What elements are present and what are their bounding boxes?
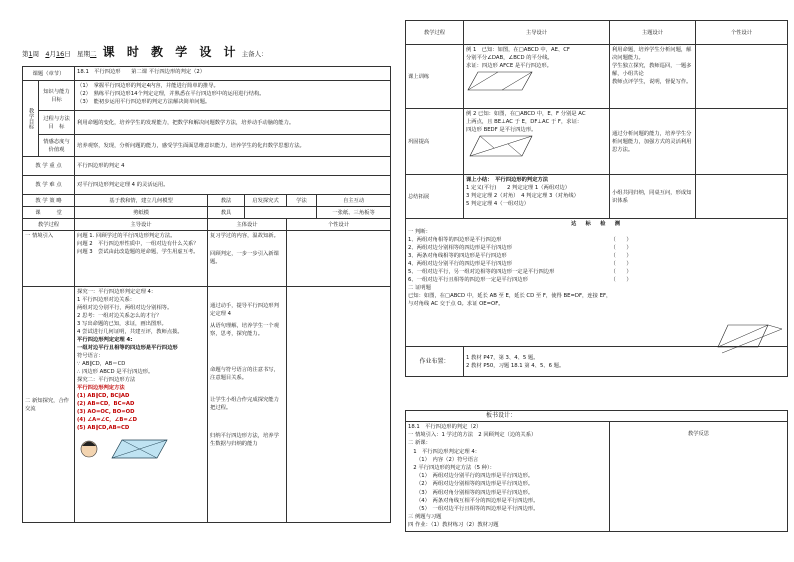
judge-paren: （ ） xyxy=(610,261,632,267)
knowledge-line: （3） 能初步运用平行四边形的判定方法解决简单问题。 xyxy=(77,99,211,105)
learn-label: 学法 xyxy=(287,195,317,207)
board-title: 板书设计： xyxy=(406,411,788,422)
prep-value: 剪纸模 xyxy=(75,207,208,219)
step2-sub-line: 归纳平行四边形方法，培养学生数据与归纳的能力 xyxy=(210,433,279,447)
judge-paren: （ ） xyxy=(610,253,632,259)
example1 xyxy=(464,45,610,109)
page-title: 课 时 教 学 设 计 xyxy=(102,45,240,59)
theorem-title: 平行四边形判定定理 4: xyxy=(77,337,133,343)
month-suffix: 月 xyxy=(49,50,56,58)
judge-item xyxy=(408,260,785,268)
goals-label: 教学目标 xyxy=(23,81,39,157)
method-item: (2) AB=CD，BC=AD xyxy=(77,401,135,407)
row3-label: 总结拓展 xyxy=(406,175,464,219)
col-process: 教学过程 xyxy=(406,21,464,45)
extra-value: 一张纸、三角板等 xyxy=(317,207,391,219)
lesson-table xyxy=(22,66,391,523)
proof-line: 与对角线 AC 交于点 O。求证 OE=OF。 xyxy=(408,301,504,307)
example2-line: 上两点，且 BE⊥AC 于 E，DF⊥AC 于 F，求证： xyxy=(466,119,583,125)
symbol-line: ∵ AB∥CD，AB＝CD xyxy=(77,361,126,367)
step2-label: 二 新知探究，合作交流 xyxy=(23,287,75,523)
proof-line: 已知：如图，在□ABCD 中，延长 AB 至 E，延长 CD 至 F，使得 BE=DF，连接 EF， xyxy=(408,293,612,299)
step1-line: 问题 1. 回顾学过的平行四边形判定方法。 xyxy=(77,233,176,239)
method-title: 平行四边形判定方法 xyxy=(77,385,125,391)
parallelogram-figure xyxy=(77,434,205,464)
prep-label: 课 堂 xyxy=(23,207,75,219)
step1-sub xyxy=(208,231,287,287)
board-line: （1） 两组对边分别平行的四边形是平行四边形。 xyxy=(408,473,534,480)
step1-main xyxy=(75,231,208,287)
col-personal: 个性设计 xyxy=(287,219,391,231)
process-table xyxy=(405,20,788,377)
board-line: 18.1 平行四边形的判定（2） xyxy=(408,424,482,430)
board-content xyxy=(406,422,610,532)
step2-sub-line: 通过动手，提导平行四边形判定定理 4 xyxy=(210,303,279,317)
emotion-goal: 培养观察，发现，分析问题的能力，感受学生面面思维意识能力，培养学生的化归数学思想方法。 xyxy=(75,135,391,157)
judge-text: 5、一组对边平行，另一组对边相等的四边形一定是平行四边形 xyxy=(408,269,555,275)
week-suffix: 周 xyxy=(32,50,40,58)
method-label: 教法 xyxy=(208,195,245,207)
row1-sub-line: 教师点评学生，说明，督促写作。 xyxy=(612,79,692,85)
example2 xyxy=(464,109,610,175)
judge-item xyxy=(408,268,785,276)
month: 4 xyxy=(45,50,50,58)
symbol-line: ∴ 四边形 ABCD 是平行四边形。 xyxy=(77,369,154,375)
judge-text: 1、两组对角相等的四边形是平行四边形 xyxy=(408,237,502,243)
judge-title: 一 判断： xyxy=(408,229,431,235)
example1-line: 求证：四边形 AFCE 是平行四边形。 xyxy=(466,63,552,69)
step1-line: 问题 3 尝试由此改造题的逆命题，学生用虚互考。 xyxy=(77,249,199,255)
homework-item: 2 教材 P50，习题 18.1 第 4、5、6 题。 xyxy=(466,362,565,369)
step2-line: 4 尝试进行几何证明，共建互评，教师点拨。 xyxy=(77,329,183,335)
board-line: 2 平行四边形的判定方法（5 种）： xyxy=(408,465,495,472)
row1-sub xyxy=(610,45,696,109)
key-label: 教 学 重 点 xyxy=(23,157,75,176)
row3-sub: 小组共同归纳，同桌互问，形成知识体系 xyxy=(610,175,696,219)
example2-line: 例 2 已知：如图，在□ABCD 中，E、F 分别是 AC xyxy=(466,111,586,117)
emotion-label: 情感态度与价值观 xyxy=(39,135,75,157)
learn-value: 自主互动 xyxy=(317,195,391,207)
summary-item: 5 判定定理 4（一组对边） xyxy=(466,201,530,207)
summary xyxy=(464,175,610,219)
judge-paren: （ ） xyxy=(610,245,632,251)
row1-sub-line: 学生独立探究，教师巡回，一题多解，小组共论 xyxy=(612,63,692,77)
col-personal: 个性设计 xyxy=(696,21,788,45)
day: 16 xyxy=(55,50,65,58)
day-suffix: 日 xyxy=(64,50,71,58)
judge-text: 4、两组对边分别平行的四边形是平行四边形 xyxy=(408,261,513,267)
method-item: (1) AB∥CD, BC∥AD xyxy=(77,393,130,399)
board-line: 四 作业：（1）教材练习（2）教材习题 xyxy=(408,522,499,529)
step1-line: 问题 2 平行四边形性质中，一组对边有什么关系？ xyxy=(77,241,199,247)
example1-line: 分别平分∠DAB，∠BCD 的平分线。 xyxy=(466,55,553,61)
method-item: (4) ∠A=∠C，∠B=∠D xyxy=(77,417,137,423)
homework-item: 1 教材 P47，第 3、4、5 题。 xyxy=(466,354,539,361)
method-item: (5) AB∥CD,AB=CD xyxy=(77,425,130,431)
board-table xyxy=(405,410,788,532)
board-line: （2） 两组对边分别相等的四边形是平行四边形。 xyxy=(408,481,534,488)
theorem-text: 一组对边平行且相等的四边形是平行四边形 xyxy=(77,345,178,351)
knowledge-goals xyxy=(75,81,391,111)
weekday: 二 xyxy=(89,50,97,58)
step2-line: 两组对边分别平行，两组对边分别相等。 xyxy=(77,305,173,311)
board-line: （3） 两组对角分别相等的四边形是平行四边形。 xyxy=(408,489,534,496)
step2-sub-line: 从语句理解，培养学生一个观察，思考，探究能力。 xyxy=(210,323,279,337)
symbol-label: 符号语言： xyxy=(77,353,104,359)
step2-main xyxy=(75,287,208,523)
preparer-label: 主备人： xyxy=(241,50,268,58)
judge-paren: （ ） xyxy=(610,237,632,243)
page-header xyxy=(22,43,268,60)
explore2-title: 探究二：平行四边形方法 xyxy=(77,377,136,383)
judge-text: 3、两条对角线相等的四边形是平行四边形 xyxy=(408,253,507,259)
board-line: 三 例题与习题 xyxy=(408,514,442,521)
judge-item xyxy=(408,236,785,244)
judge-item xyxy=(408,252,785,260)
judge-item xyxy=(408,244,785,252)
reflection-label: 教学反思 xyxy=(610,422,788,532)
judge-paren: （ ） xyxy=(610,269,632,275)
week-prefix: 第 xyxy=(22,50,29,58)
step2-line: 2 思考：一组对边关系怎么的才行？ xyxy=(77,313,162,319)
row1-sub-line: 利用命题，培养学生分析问题，解决问题能力。 xyxy=(612,47,692,61)
chapter-value: 18.1 平行四边形 第二课 平行四边形的判定（2） xyxy=(75,67,391,81)
week-number: 1 xyxy=(28,50,33,58)
test-section xyxy=(406,219,788,347)
col-process: 教学过程 xyxy=(23,219,75,231)
process-label: 过程与方法目 标 xyxy=(39,111,75,135)
col-sub: 主题设计 xyxy=(610,21,696,45)
step2-sub-line: 命题与符号语言的注意书写，注意题目关系。 xyxy=(210,367,279,381)
judge-item xyxy=(408,276,785,284)
row1-label: 课上训练 xyxy=(406,45,464,109)
summary-title: 课上小结： 平行四边形的判定方法 xyxy=(466,177,549,183)
strategy-value: 基于教和情，建立几何模型 xyxy=(75,195,208,207)
right-page xyxy=(397,0,794,562)
board-line: 二 新课： xyxy=(408,440,431,447)
step1-sub-line: 回顾判定，一步一步引入新课题。 xyxy=(210,251,279,265)
board-line: 1 平行四边形判定定理 4： xyxy=(408,448,480,455)
knowledge-line: （2） 熟练平行四边形14个判定定理，并熟悉在平行四边形中的运用进行结构。 xyxy=(77,91,265,97)
strategy-label: 教 学 策 略 xyxy=(23,195,75,207)
chapter-label: 课题（章节） xyxy=(23,67,75,81)
method-value: 启发探究式 xyxy=(245,195,287,207)
board-line: （5） 一组对边平行且相等的四边形是平行四边形。 xyxy=(408,506,539,513)
summary-item: 1 定义(平行) 2 判定定理 1（两组对边） xyxy=(466,185,571,191)
judge-paren: （ ） xyxy=(610,277,632,283)
step2-line: 1 平行四边形对边关系： xyxy=(77,297,136,303)
step2-sub xyxy=(208,287,287,523)
homework-label: 作业布置： xyxy=(406,347,464,377)
knowledge-label: 知识与能力目标 xyxy=(39,81,75,111)
step1-label: 一 情境引入 xyxy=(23,231,75,287)
example2-line: 四边形 BEDF 是平行四边形。 xyxy=(466,127,537,133)
weekday-prefix: 星期 xyxy=(76,50,90,58)
judge-text: 6、一组对边平行且相等的四边形一定是平行四边形 xyxy=(408,277,528,283)
step2-sub-line: 让学生小组合作完成探究能力把过程。 xyxy=(210,397,279,411)
board-line: （1） 内容（2）符号语言 xyxy=(408,456,479,463)
method-item: (3) AO=OC, BO=OD xyxy=(77,409,135,415)
board-line: 一 情境引入：1 学过的方法 2 回顾判定（边的关系） xyxy=(408,432,537,439)
judge-text: 2、两组对边分别相等的四边形是平行四边形 xyxy=(408,245,513,251)
step2-line: 探究一：平行四边形判定定理 4： xyxy=(77,289,157,295)
example1-figure xyxy=(466,70,536,92)
test-title: 达 标 检 测 xyxy=(570,221,623,227)
example1-line: 例 1 已知：如图，在□ABCD 中，AE、CF xyxy=(466,47,570,53)
process-goal: 利用命题的变化，培养学生的发现能力，把数学和解决问题数学方法，培养动手动脑的能力。 xyxy=(75,111,391,135)
col-main: 主导设计 xyxy=(75,219,208,231)
knowledge-line: （1） 掌握平行四边形的判定4内容，并能进行简单的推导。 xyxy=(77,83,219,89)
difficulty-label: 教 学 难 点 xyxy=(23,176,75,195)
row2-label: 巩固提高 xyxy=(406,109,464,175)
step1-sub-line: 复习学过的内容，温故知新。 xyxy=(210,233,279,239)
example2-figure xyxy=(466,134,536,158)
key-point: 平行四边形的判定 4 xyxy=(75,157,391,176)
proof-figure xyxy=(716,321,786,347)
col-sub: 主体设计 xyxy=(208,219,287,231)
row2-sub: 通过分析问题的能力，培养学生分析问题能力，加强方式的灵活利用思方法。 xyxy=(610,109,696,175)
summary-item: 3 判定定理 2（对角） 4 判定定理 3（对角线） xyxy=(466,193,579,199)
col-main: 主导设计 xyxy=(464,21,610,45)
board-line: （4） 两条对角线互相平分的四边形是平行四边形。 xyxy=(408,497,539,504)
proof-title: 二 证明题 xyxy=(408,285,431,291)
step2-line: 3 写出命题的已知，求证，画出图形。 xyxy=(77,321,167,327)
difficulty-point: 对平行四边形判定定理 4 的灵活运用。 xyxy=(75,176,391,195)
media-label: 教具 xyxy=(208,207,245,219)
